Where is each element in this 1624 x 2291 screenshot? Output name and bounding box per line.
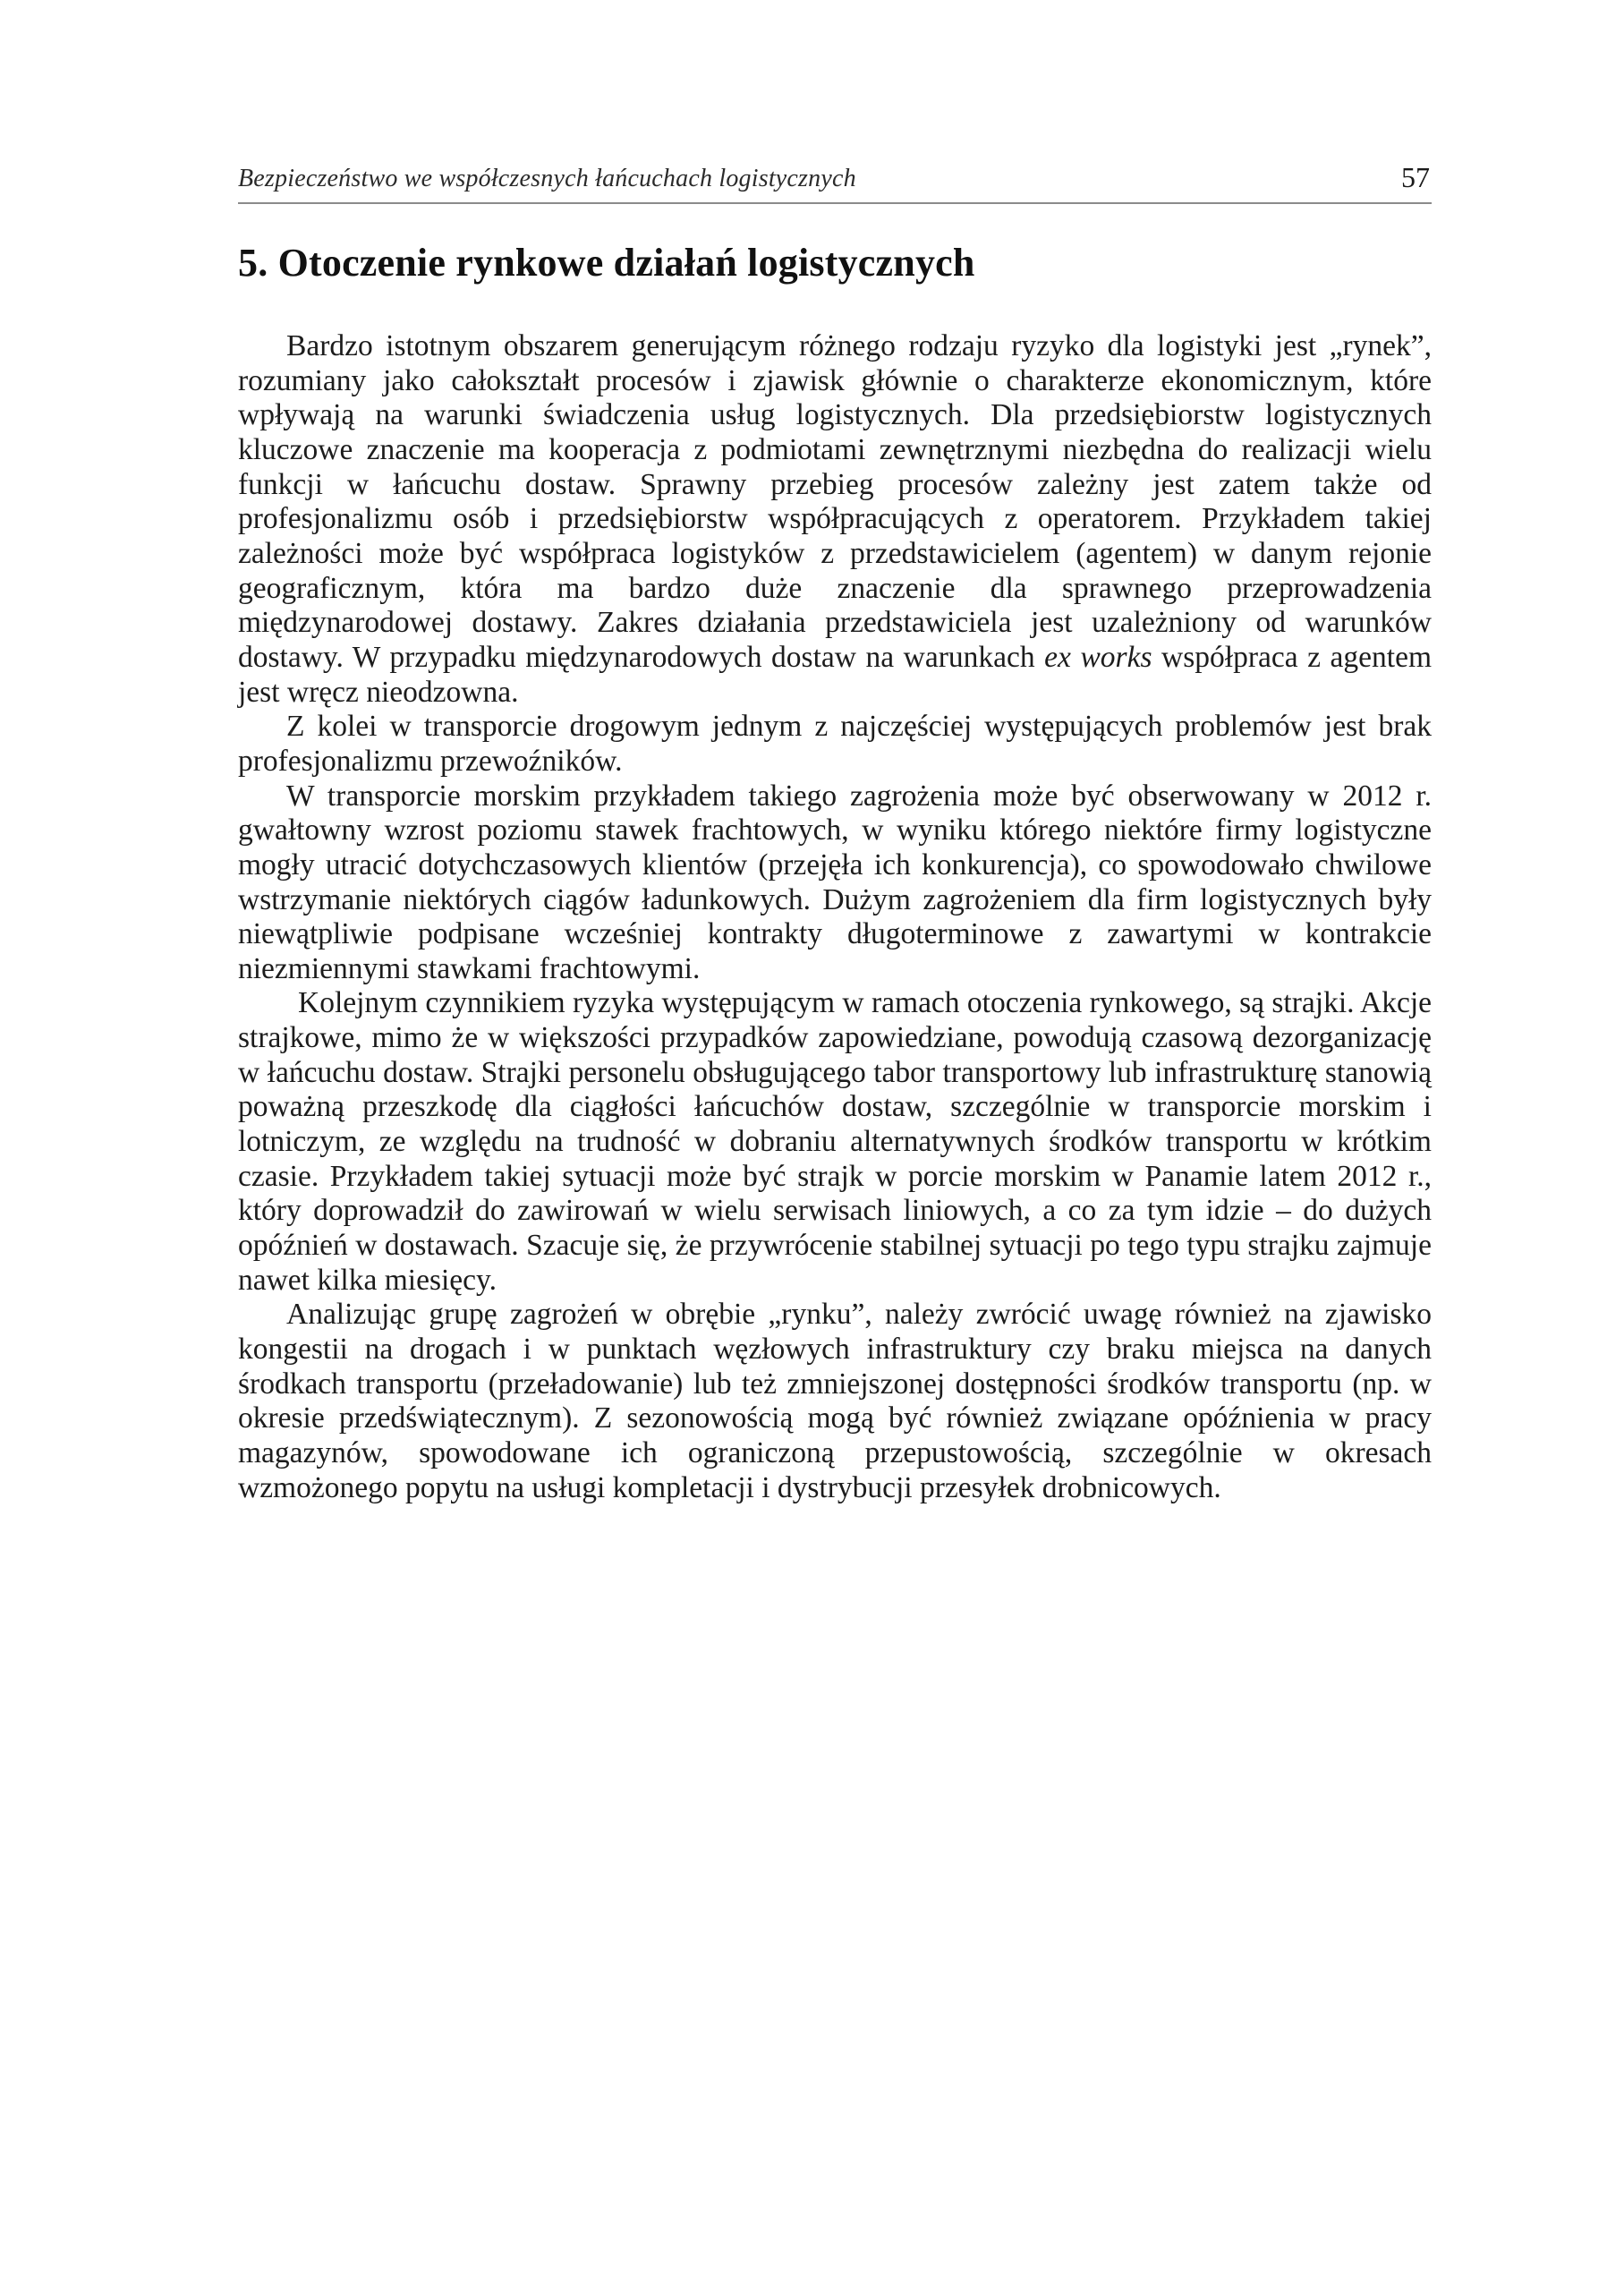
paragraph-market-risk	[238, 329, 1432, 710]
chapter-title: 5. Otoczenie rynkowe działań logistycznych	[238, 241, 975, 285]
page-number: 57	[1401, 161, 1430, 193]
running-title: Bezpieczeństwo we współczesnych łańcuchach logistycznych	[238, 165, 856, 192]
body-text	[238, 329, 1432, 1505]
italic-term: ex works	[1044, 640, 1152, 674]
paragraph-strikes: Kolejnym czynnikiem ryzyka występującym w ramach otoczenia rynkowego, są strajki. Akcje strajkowe, mimo że w większości przypadków zapowiedziane, powodują czasową dezorganizację w łańcuchu dostaw. Strajki personelu obsługującego tabor transportowy lub infrastrukturę stanowią poważną przeszkodę dla ciągłości łańcuchów dostaw, szczególnie w transporcie morskim i lotniczym, ze względu na trudność w dobraniu alternatywnych środków transportu w krótkim czasie. Przykładem takiej sytuacji może być strajk w porcie morskim w Panamie latem 2012 r., który doprowadził do zawirowań w wielu serwisach liniowych, a co za tym idzie – do dużych opóźnień w dostawach. Szacuje się, że przywrócenie stabilnej sytuacji po tego typu strajku zajmuje nawet kilka miesięcy.	[238, 986, 1433, 1297]
paragraph-text: współpraca z agentem jest wręcz nieodzowna.	[238, 640, 1433, 709]
paragraph-road-transport: Z kolei w transporcie drogowym jednym z najczęściej występujących problemów jest brak profesjonalizmu przewoźników.	[238, 710, 1432, 778]
paragraph-text: Bardzo istotnym obszarem generującym różnego rodzaju ryzyko dla logistyki jest „rynek”, rozumiany jako całokształt procesów i zjawisk głównie o charakterze ekonomicznym, które wpływają na warunki świadczenia usług logistycznych. Dla przedsiębiorstw logistycznych kluczowe znaczenie ma kooperacja z podmiotami zewnętrznymi niezbędna do realizacji wielu funkcji w łańcuchu dostaw. Sprawny przebieg procesów zależny jest zatem także od profesjonalizmu osób i przedsiębiorstw współpracujących z operatorem. Przykładem takiej zależności może być współpraca logistyków z przedstawicielem (agentem) w danym rejonie geograficznym, która ma bardzo duże znaczenie dla sprawnego przeprowadzenia międzynarodowej dostawy. Zakres działania przedstawiciela jest uzależniony od warunków dostawy. W przypadku międzynarodowych dostaw na warunkach	[238, 329, 1432, 674]
paragraph-congestion: Analizując grupę zagrożeń w obrębie „rynku”, należy zwrócić uwagę również na zjawisko kongestii na drogach i w punktach węzłowych infrastruktury czy braku miejsca na danych środkach transportu (przeładowanie) lub też zmniejszonej dostępności środków transportu (np. w okresie przedświątecznym). Z sezonowością mogą być również związane opóźnienia w pracy magazynów, spowodowane ich ograniczoną przepustowością, szczególnie w okresach wzmożonego popytu na usługi kompletacji i dystrybucji przesyłek drobnicowych.	[238, 1298, 1432, 1504]
running-header	[238, 163, 1432, 204]
paragraph-sea-transport: W transporcie morskim przykładem takiego zagrożenia może być obserwowany w 2012 r. gwałtowny wzrost poziomu stawek frachtowych, w wyniku którego niektóre firmy logistyczne mogły utracić dotychczasowych klientów (przejęła ich konkurencja), co spowodowało chwilowe wstrzymanie niektórych ciągów ładunkowych. Dużym zagrożeniem dla firm logistycznych były niewątpliwie podpisane wcześniej kontrakty długoterminowe z zawartymi w kontrakcie niezmiennymi stawkami frachtowymi.	[238, 779, 1432, 985]
